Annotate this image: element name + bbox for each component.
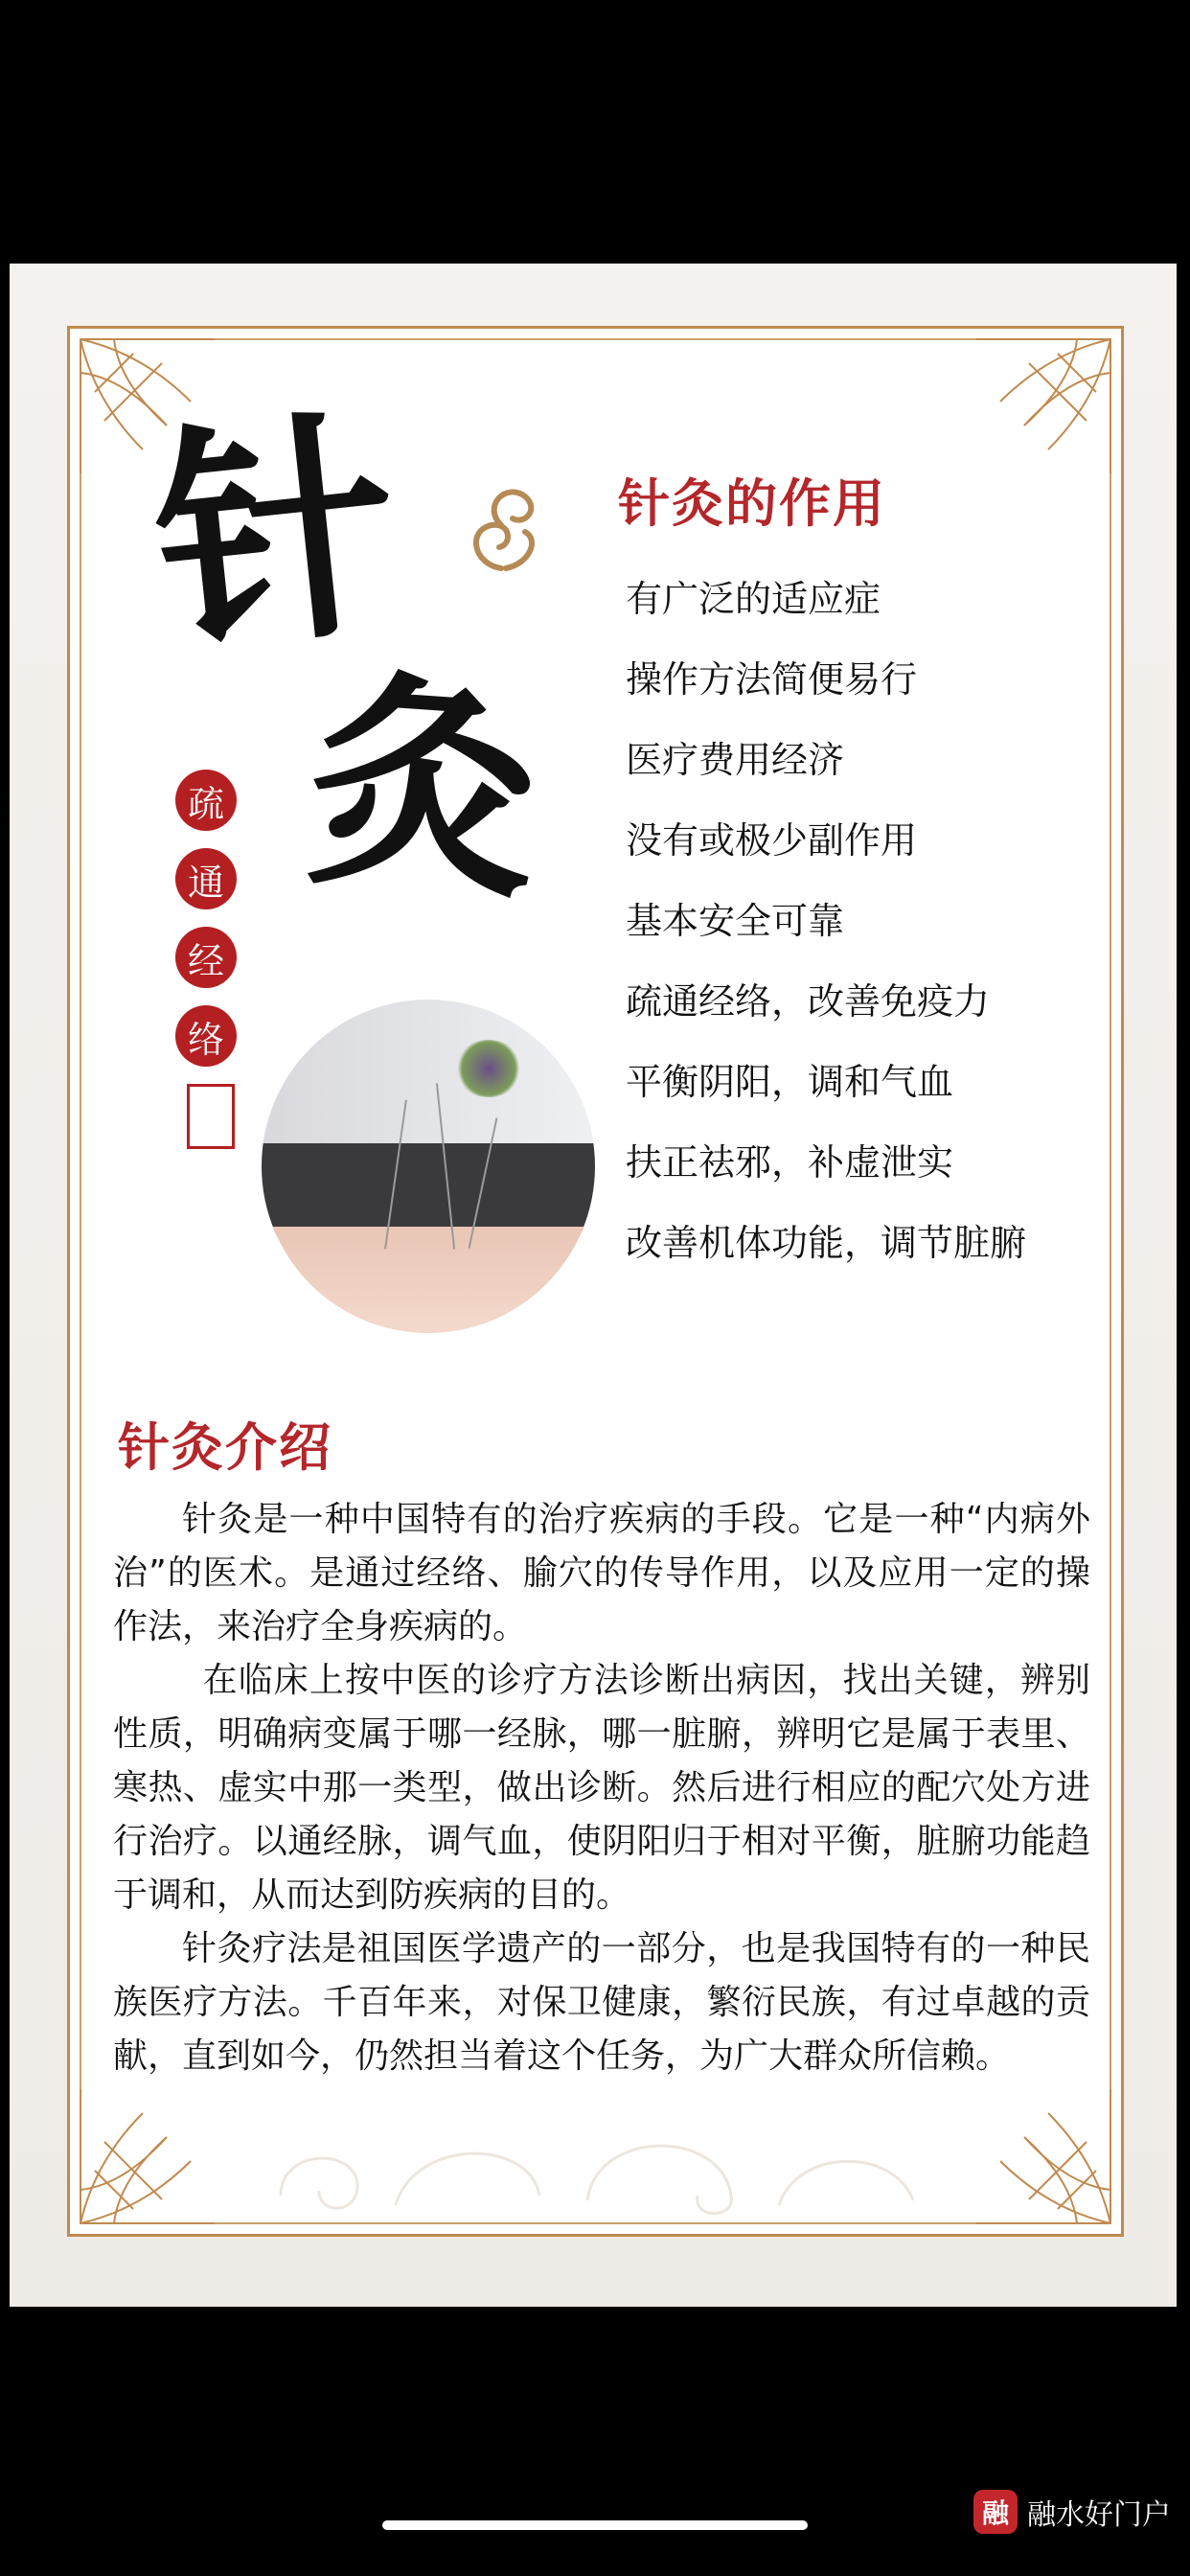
corner-ornament-icon [972,334,1115,478]
intro-paragraph: 针灸疗法是祖国医学遗产的一部分，也是我国特有的一种民族医疗方法。千百年来，对保卫健康，繁衍民族，有过卓越的贡献，直到如今，仍然担当着这个任务，为广大群众所信赖。 [113,1929,1090,2076]
app-logo-icon: 融 [973,2490,1018,2534]
cloud-pattern-icon [223,2081,971,2224]
list-item: 疏通经络，改善免疫力 [626,980,991,1023]
seal-char: 通 [175,848,237,909]
intro-text [113,1493,1090,2083]
seal-char: 络 [175,1005,237,1067]
intro-title: 针灸介绍 [118,1417,332,1478]
effects-title: 针灸的作用 [618,473,886,534]
watermark-text: 融水好门户 [1027,2498,1171,2532]
seal-column [175,770,242,1149]
corner-ornament-icon [76,2084,219,2228]
list-item: 操作方法简便易行 [626,658,918,701]
intro-paragraph: 在临床上按中医的诊疗方法诊断出病因，找出关键，辨别性质，明确病变属于哪一经脉，哪一脏腑，辨明它是属于表里、寒热、虚实中那一类型，做出诊断。然后进行相应的配穴处方进行治疗。以通经脉，调气血，使阴阳归于相对平衡，脏腑功能趋于调和，从而达到防疾病的目的。 [113,1661,1090,1915]
list-item: 扶正祛邪，补虚泄实 [626,1141,954,1184]
source-watermark [973,2490,1171,2534]
cloud-scroll-icon [453,472,549,578]
intro-paragraph: 针灸是一种中国特有的治疗疾病的手段。它是一种“内病外治”的医术。是通过经络、腧穴的传导作用，以及应用一定的操作法，来治疗全身疾病的。 [113,1500,1090,1646]
red-stamp [187,1084,235,1149]
list-item: 医疗费用经济 [626,739,845,781]
list-item: 改善机体功能，调节脏腑 [626,1222,1027,1264]
seal-char: 疏 [175,770,237,831]
poster-image [10,264,1177,2307]
list-item: 有广泛的适应症 [626,578,881,620]
calligraphy-char-zhen: 针 [142,381,410,688]
home-indicator[interactable] [382,2520,808,2530]
list-item: 基本安全可靠 [626,900,845,942]
calligraphy-char-jiu: 灸 [300,645,549,932]
list-item: 平衡阴阳，调和气血 [626,1061,954,1103]
effects-list [626,559,1026,1283]
seal-char: 经 [175,927,237,988]
acupuncture-photo [262,1000,595,1333]
corner-ornament-icon [972,2084,1115,2228]
poster-panel [67,326,1124,2237]
list-item: 没有或极少副作用 [626,819,918,862]
